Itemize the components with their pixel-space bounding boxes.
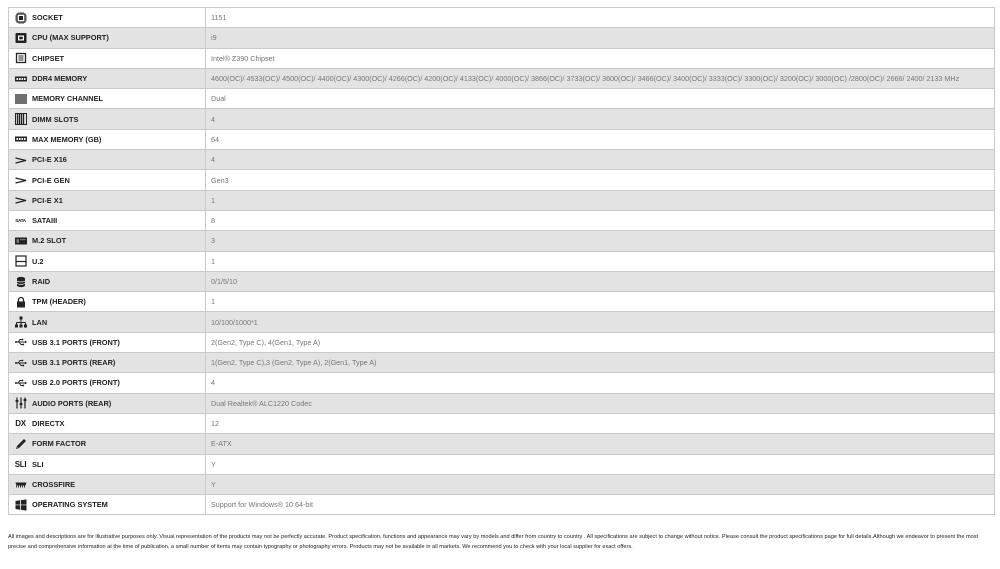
spec-value: i9 bbox=[206, 28, 995, 47]
spec-label-cell bbox=[9, 475, 206, 494]
spec-label: USB 2.0 PORTS (FRONT) bbox=[32, 378, 120, 388]
spec-label: M.2 SLOT bbox=[32, 236, 67, 246]
spec-row-ddr4-memory bbox=[9, 69, 995, 89]
spec-label-cell bbox=[9, 495, 206, 514]
spec-label: PCI-E GEN bbox=[32, 175, 70, 185]
directx-icon-text: DX bbox=[15, 419, 26, 429]
spec-label-cell bbox=[9, 170, 206, 189]
spec-label: FORM FACTOR bbox=[32, 439, 87, 449]
pcie-icon bbox=[14, 153, 27, 166]
spec-value: 10/100/1000*1 bbox=[206, 312, 995, 331]
spec-label: USB 3.1 PORTS (FRONT) bbox=[32, 337, 120, 347]
memory-channel-icon bbox=[14, 92, 27, 105]
spec-label-cell bbox=[9, 191, 206, 210]
spec-label-cell bbox=[9, 292, 206, 311]
spec-label-cell bbox=[9, 272, 206, 291]
spec-row-u-2 bbox=[9, 252, 995, 272]
spec-row-pci-e-x1 bbox=[9, 191, 995, 211]
spec-label: DDR4 MEMORY bbox=[32, 74, 88, 84]
spec-label: CROSSFIRE bbox=[32, 479, 76, 489]
spec-row-usb-3-1-ports-front bbox=[9, 333, 995, 353]
spec-row-dimm-slots bbox=[9, 109, 995, 129]
spec-label: DIRECTX bbox=[32, 419, 65, 429]
spec-value: 1 bbox=[206, 252, 995, 271]
windows-icon bbox=[14, 498, 27, 511]
spec-label-cell bbox=[9, 130, 206, 149]
spec-row-directx bbox=[9, 414, 995, 434]
spec-row-audio-ports-rear bbox=[9, 394, 995, 414]
spec-label: CPU (MAX SUPPORT) bbox=[32, 33, 109, 43]
spec-row-crossfire bbox=[9, 475, 995, 495]
cpu-icon bbox=[14, 31, 27, 44]
spec-row-sataiii bbox=[9, 211, 995, 231]
spec-row-pci-e-gen bbox=[9, 170, 995, 190]
spec-value: 4 bbox=[206, 109, 995, 128]
spec-label-cell bbox=[9, 231, 206, 250]
spec-row-lan bbox=[9, 312, 995, 332]
directx-icon bbox=[14, 417, 27, 430]
spec-value: Dual bbox=[206, 89, 995, 108]
spec-label: AUDIO PORTS (REAR) bbox=[32, 398, 112, 408]
usb-icon bbox=[14, 376, 27, 389]
sli-icon bbox=[14, 458, 27, 471]
spec-row-raid bbox=[9, 272, 995, 292]
spec-label-cell bbox=[9, 333, 206, 352]
memory-icon bbox=[14, 133, 27, 146]
spec-label-cell bbox=[9, 252, 206, 271]
spec-value: 4 bbox=[206, 373, 995, 392]
spec-label-cell bbox=[9, 394, 206, 413]
spec-label: CHIPSET bbox=[32, 53, 65, 63]
spec-value: Y bbox=[206, 455, 995, 474]
spec-value: 1 bbox=[206, 292, 995, 311]
spec-value: Y bbox=[206, 475, 995, 494]
cpu-socket-icon bbox=[14, 11, 27, 24]
spec-row-max-memory-gb bbox=[9, 130, 995, 150]
spec-label-cell bbox=[9, 414, 206, 433]
spec-value: 0/1/5/10 bbox=[206, 272, 995, 291]
spec-label-cell bbox=[9, 434, 206, 453]
usb-icon bbox=[14, 356, 27, 369]
raid-icon bbox=[14, 275, 27, 288]
spec-label: SATAIII bbox=[32, 216, 58, 226]
audio-icon bbox=[14, 397, 27, 410]
lan-icon bbox=[14, 316, 27, 329]
spec-label-cell bbox=[9, 353, 206, 372]
spec-label-cell bbox=[9, 211, 206, 230]
spec-label: DIMM SLOTS bbox=[32, 114, 79, 124]
spec-value: 4600(OC)/ 4533(OC)/ 4500(OC)/ 4400(OC)/ 4300(OC)/ 4266(OC)/ 4200(OC)/ 4133(OC)/ 4000(OC)/ 3866(OC)/ 3733(OC)/ 3600(OC)/ 3466(OC)/ 3400(OC)/ 3333(OC)/ 3300(OC)/ 3200(OC)/ 3000(OC) /2800(OC)/ 2666/ 2400/ 2133 MHz bbox=[206, 69, 995, 88]
memory-icon bbox=[14, 72, 27, 85]
spec-label-cell bbox=[9, 109, 206, 128]
spec-row-sli bbox=[9, 455, 995, 475]
spec-label-cell bbox=[9, 89, 206, 108]
spec-label: MEMORY CHANNEL bbox=[32, 94, 104, 104]
spec-value: 1(Gen2, Type C),3 (Gen2, Type A), 2(Gen1, Type A) bbox=[206, 353, 995, 372]
spec-value: 12 bbox=[206, 414, 995, 433]
spec-label-cell bbox=[9, 49, 206, 68]
spec-value: 4 bbox=[206, 150, 995, 169]
chipset-icon bbox=[14, 52, 27, 65]
spec-value: 1 bbox=[206, 191, 995, 210]
spec-value: 3 bbox=[206, 231, 995, 250]
spec-label-cell bbox=[9, 312, 206, 331]
spec-table bbox=[8, 7, 995, 515]
spec-label: OPERATING SYSTEM bbox=[32, 500, 108, 510]
spec-label: PCI-E X16 bbox=[32, 155, 67, 165]
spec-row-pci-e-x16 bbox=[9, 150, 995, 170]
spec-label: USB 3.1 PORTS (REAR) bbox=[32, 358, 116, 368]
spec-label: U.2 bbox=[32, 256, 44, 266]
spec-label: SOCKET bbox=[32, 13, 63, 23]
spec-value: Intel® Z390 Chipset bbox=[206, 49, 995, 68]
spec-label: TPM (HEADER) bbox=[32, 297, 86, 307]
spec-value: 1151 bbox=[206, 8, 995, 27]
disclaimer: All images and descriptions are for illustrative purposes only. Visual representation of the products may not be perfectly accurate. Product specification, functions and appearance may vary by models and differ from country to country . All specifications are subject to change without notice. Please consult the product specifications page for full details.Although we endeavor to present the most precise and comprehensive information at the time of publication, a small number of items may contain typography or photography errors. Products may not be available in all markets. We recommend you to check with your local supplier for exact offers. bbox=[8, 534, 979, 550]
sata-icon-text: SATA bbox=[15, 218, 26, 224]
spec-label: MAX MEMORY (GB) bbox=[32, 134, 102, 144]
spec-label-cell bbox=[9, 28, 206, 47]
usb-icon bbox=[14, 336, 27, 349]
u2-icon bbox=[14, 255, 27, 268]
spec-value: Dual Realtek® ALC1220 Codec bbox=[206, 394, 995, 413]
spec-label-cell bbox=[9, 150, 206, 169]
crossfire-icon bbox=[14, 478, 27, 491]
spec-row-tpm-header bbox=[9, 292, 995, 312]
m2-slot-icon bbox=[14, 234, 27, 247]
sli-icon-text: SLI bbox=[14, 459, 27, 469]
spec-label-cell bbox=[9, 455, 206, 474]
spec-row-usb-2-0-ports-front bbox=[9, 373, 995, 393]
pcie-icon bbox=[14, 194, 27, 207]
spec-value: Support for Windows® 10 64-bit bbox=[206, 495, 995, 514]
lock-icon bbox=[14, 295, 27, 308]
spec-row-operating-system bbox=[9, 495, 995, 515]
spec-label: LAN bbox=[32, 317, 48, 327]
spec-label: SLI bbox=[32, 459, 44, 469]
spec-value: 64 bbox=[206, 130, 995, 149]
spec-label: RAID bbox=[32, 277, 51, 286]
spec-value: E-ATX bbox=[206, 434, 995, 453]
dimm-slot-icon bbox=[14, 113, 27, 126]
spec-value: Gen3 bbox=[206, 170, 995, 189]
spec-row-memory-channel bbox=[9, 89, 995, 109]
spec-row-usb-3-1-ports-rear bbox=[9, 353, 995, 373]
spec-value: 2(Gen2, Type C), 4(Gen1, Type A) bbox=[206, 333, 995, 352]
spec-label-cell bbox=[9, 373, 206, 392]
spec-row-chipset bbox=[9, 49, 995, 69]
spec-label: PCI-E X1 bbox=[32, 195, 63, 205]
spec-label-cell bbox=[9, 69, 206, 88]
spec-row-socket bbox=[9, 8, 995, 28]
spec-value: 8 bbox=[206, 211, 995, 230]
form-factor-icon bbox=[14, 437, 27, 450]
spec-row-m-2-slot bbox=[9, 231, 995, 251]
sata-icon bbox=[14, 214, 27, 227]
pcie-icon bbox=[14, 174, 27, 187]
spec-row-form-factor bbox=[9, 434, 995, 454]
spec-row-cpu-max-support bbox=[9, 28, 995, 48]
spec-label-cell bbox=[9, 8, 206, 27]
